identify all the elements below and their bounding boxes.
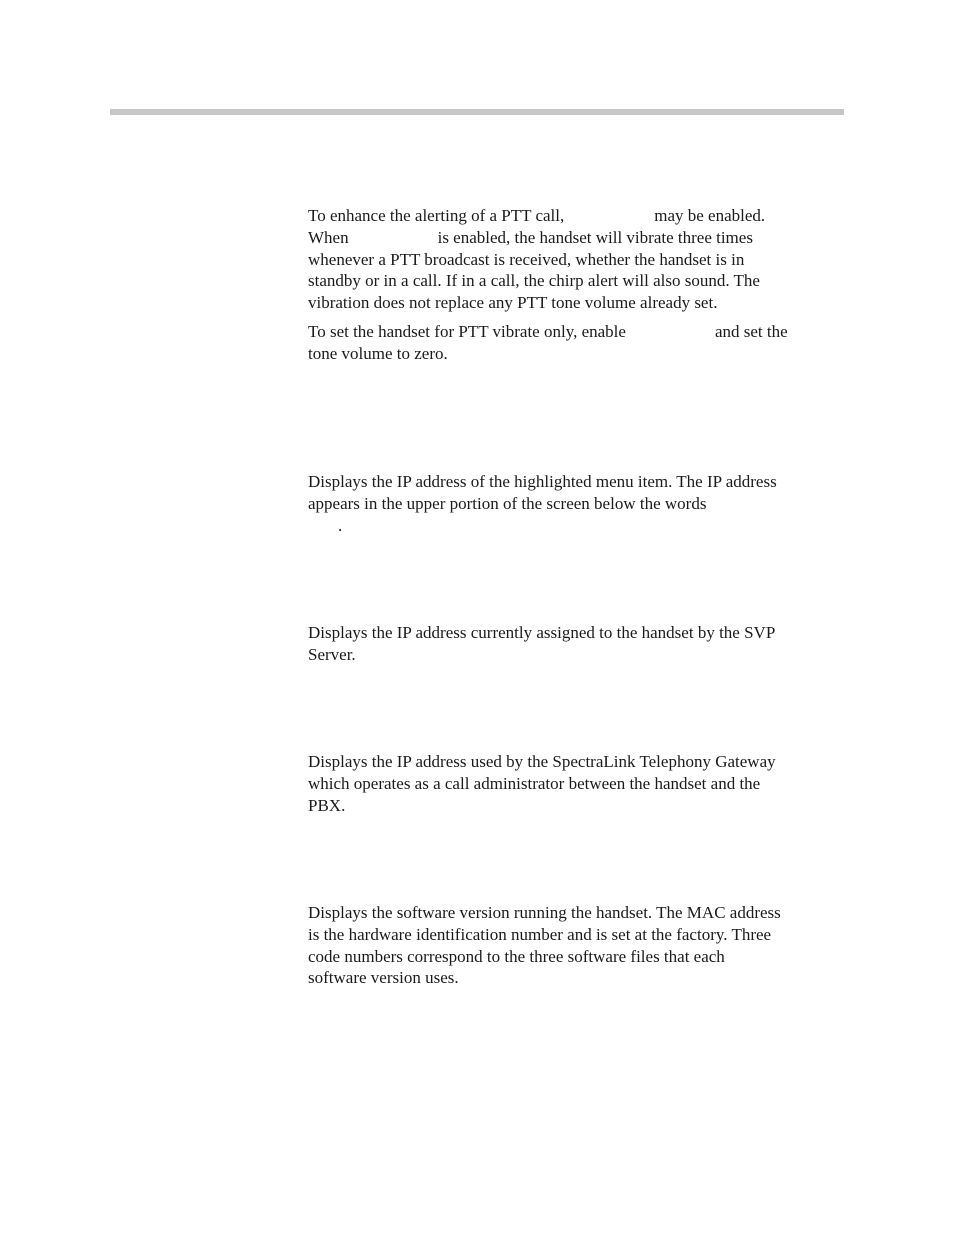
text-line: tone volume to zero. — [308, 343, 448, 363]
text-line: whenever a PTT broadcast is received, whether the handset is in — [308, 249, 745, 269]
text-line: code numbers correspond to the three software files that each — [308, 946, 725, 966]
handset-ip-paragraph — [308, 622, 848, 666]
text-line: Displays the IP address used by the SpectraLink Telephony Gateway — [308, 752, 776, 771]
gateway-ip-paragraph — [308, 751, 848, 816]
text-line: Displays the software version running the handset. The MAC address — [308, 903, 781, 922]
header-rule — [110, 109, 844, 115]
text-line: which operates as a call administrator between the handset and the — [308, 773, 761, 793]
text-line: When is enabled, the handset will vibrate three times — [308, 227, 753, 247]
text-line: is the hardware identification number and is set at the factory. Three — [308, 924, 772, 944]
ptt-vibrate-paragraph — [308, 205, 848, 314]
text-line: appears in the upper portion of the screen below the words — [308, 493, 707, 513]
text-line: Displays the IP address of the highlighted menu item. The IP address — [308, 472, 777, 491]
text-line: To set the handset for PTT vibrate only, enable and set the — [308, 322, 788, 341]
text-line: standby or in a call. If in a call, the chirp alert will also sound. The — [308, 271, 760, 291]
text-line: . — [338, 515, 343, 535]
text-line: vibration does not replace any PTT tone volume already set. — [308, 293, 718, 313]
text-line: software version uses. — [308, 968, 459, 988]
software-version-paragraph — [308, 902, 848, 989]
text-line: To enhance the alerting of a PTT call, may be enabled. — [308, 206, 766, 225]
text-line: PBX. — [308, 795, 346, 815]
text-line: Server. — [308, 644, 356, 664]
text-line: Displays the IP address currently assigned to the handset by the SVP — [308, 623, 776, 642]
ptt-vibrate-only-paragraph — [308, 321, 848, 365]
highlighted-ip-paragraph — [308, 471, 848, 536]
